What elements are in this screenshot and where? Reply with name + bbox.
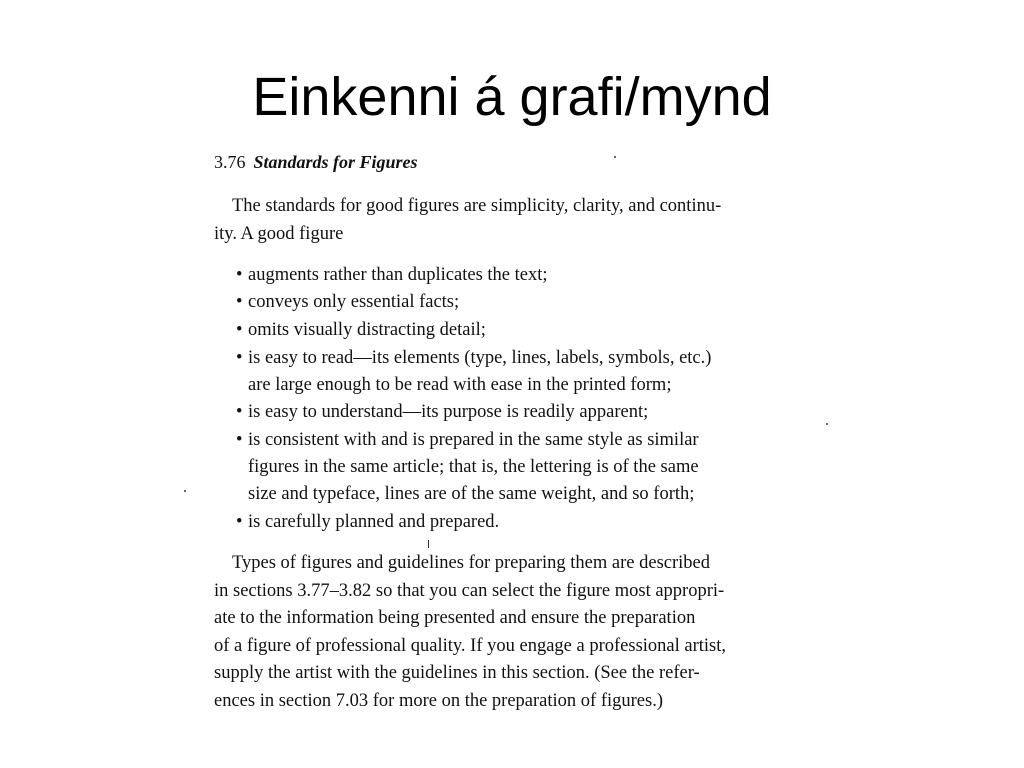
bullet-continuation: figures in the same article; that is, the lettering is of the same bbox=[248, 457, 699, 477]
scanned-page-excerpt bbox=[214, 148, 824, 718]
closing-line: supply the artist with the guidelines in this section. (See the refer- bbox=[214, 663, 700, 683]
intro-line: The standards for good figures are simplicity, clarity, and continu- bbox=[232, 196, 722, 216]
scan-speck bbox=[826, 423, 828, 425]
bullet-text: omits visually distracting detail; bbox=[248, 320, 486, 340]
bullet-item bbox=[236, 346, 711, 370]
intro-line: ity. A good figure bbox=[214, 224, 344, 244]
bullet-text: is consistent with and is prepared in the same style as similar bbox=[248, 430, 699, 450]
scan-speck bbox=[614, 156, 616, 158]
scan-speck bbox=[184, 490, 186, 492]
section-number: 3.76 bbox=[214, 152, 246, 172]
closing-line: ences in section 7.03 for more on the preparation of figures.) bbox=[214, 691, 663, 711]
section-heading bbox=[214, 150, 418, 174]
closing-line: ate to the information being presented and ensure the preparation bbox=[214, 608, 696, 628]
bullet-marker: • bbox=[236, 265, 243, 285]
bullet-continuation: size and typeface, lines are of the same weight, and so forth; bbox=[248, 484, 695, 504]
bullet-item bbox=[236, 318, 486, 342]
bullet-continuation: are large enough to be read with ease in the printed form; bbox=[248, 375, 672, 395]
bullet-text: conveys only essential facts; bbox=[248, 292, 460, 312]
bullet-text: augments rather than duplicates the text; bbox=[248, 265, 548, 285]
bullet-marker: • bbox=[236, 320, 243, 340]
bullet-item bbox=[236, 510, 499, 534]
bullet-marker: • bbox=[236, 512, 243, 532]
closing-line: Types of figures and guidelines for preparing them are described bbox=[232, 553, 710, 573]
bullet-marker: • bbox=[236, 430, 243, 450]
bullet-item bbox=[236, 290, 459, 314]
bullet-item bbox=[236, 428, 699, 452]
bullet-item bbox=[236, 400, 648, 424]
bullet-text: is carefully planned and prepared. bbox=[248, 512, 500, 532]
bullet-text: is easy to understand—its purpose is readily apparent; bbox=[248, 402, 649, 422]
bullet-marker: • bbox=[236, 402, 243, 422]
bullet-marker: • bbox=[236, 348, 243, 368]
bullet-marker: • bbox=[236, 292, 243, 312]
closing-line: in sections 3.77–3.82 so that you can select the figure most appropri- bbox=[214, 581, 725, 601]
scan-speck bbox=[428, 540, 429, 548]
bullet-item bbox=[236, 263, 548, 287]
bullet-text: is easy to read—its elements (type, lines, labels, symbols, etc.) bbox=[248, 348, 712, 368]
closing-line: of a figure of professional quality. If you engage a professional artist, bbox=[214, 636, 727, 656]
section-title: Standards for Figures bbox=[253, 152, 418, 172]
slide-title: Einkenni á grafi/mynd bbox=[252, 67, 772, 127]
